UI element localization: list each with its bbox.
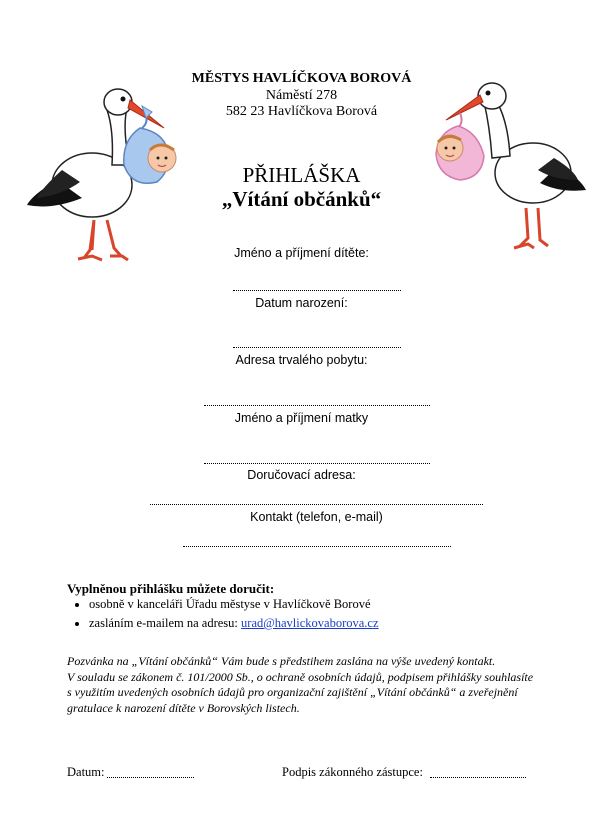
notice-line-2: V souladu se zákonem č. 101/2000 Sb., o ochraně osobních údajů, podpisem přihlášky souhlasíte [67, 669, 534, 684]
field-birth-date-line[interactable] [233, 347, 401, 348]
date-label: Datum: [67, 765, 105, 779]
field-address-label: Adresa trvalého pobytu: [235, 353, 368, 367]
delivery-item-office: • osobně v kanceláři Úřadu městyse v Havlíčkově Borové [89, 595, 547, 614]
notice-line-3: s využitím uvedených osobních údajů pro organizační zajištění „Vítání občánků“ a zveřejnění [67, 685, 518, 699]
field-delivery-address-line[interactable] [150, 504, 483, 505]
field-birth-date-label: Datum narození: [255, 296, 348, 310]
field-child-name-label: Jméno a příjmení dítěte: [234, 246, 369, 260]
form-subtitle: „Vítání občánků“ [221, 187, 382, 211]
org-city: 582 23 Havlíčkova Borová [225, 104, 378, 119]
privacy-notice [67, 654, 567, 716]
notice-line-4: gratulace k narození dítěte v Borovských listech. [67, 700, 300, 715]
delivery-title: Vyplněnou přihlášku můžete doručit: [67, 581, 275, 596]
field-delivery-address-label: Doručovací adresa: [247, 468, 356, 482]
field-mother-name-line[interactable] [204, 463, 430, 464]
field-contact-label: Kontakt (telefon, e-mail) [250, 510, 383, 524]
notice-line-1: Pozvánka na „Vítání občánků“ Vám bude s předstihem zaslána na výše uvedený kontakt. [67, 654, 496, 668]
delivery-list [67, 595, 547, 633]
field-address-line[interactable] [204, 405, 430, 406]
form-title: PŘIHLÁŠKA [242, 163, 361, 187]
field-contact-line[interactable] [183, 546, 451, 547]
stork-pink-baby-icon [428, 68, 588, 253]
field-child-name-line[interactable] [233, 290, 401, 291]
date-line[interactable] [107, 777, 194, 778]
field-mother-name-label: Jméno a příjmení matky [234, 411, 369, 425]
org-name: MĚSTYS HAVLÍČKOVA BOROVÁ [191, 71, 412, 86]
delivery-item-email: • zasláním e-mailem na adresu: urad@havlickovaborova.cz [89, 614, 547, 633]
email-link[interactable]: urad@havlickovaborova.cz [241, 616, 379, 630]
org-street: Náměstí 278 [265, 88, 338, 103]
signature-label: Podpis zákonného zástupce: [282, 765, 423, 779]
signature-line[interactable] [430, 777, 526, 778]
